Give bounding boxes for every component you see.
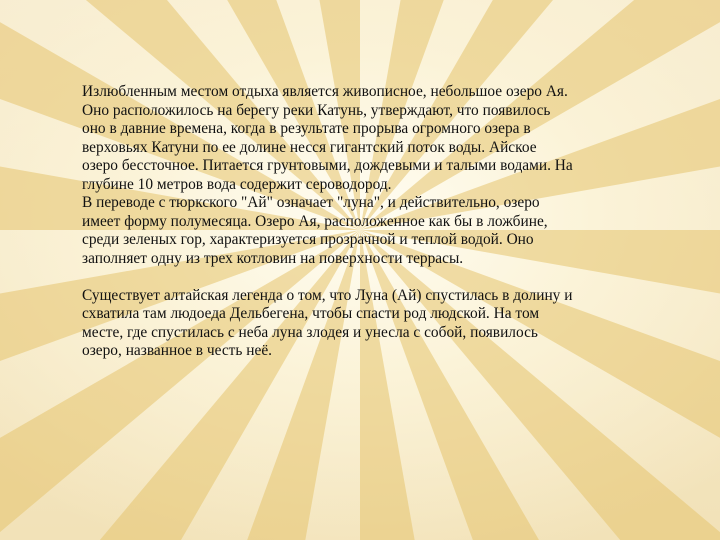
text-line: заполняет одну из трех котловин на поверхности террасы.	[82, 249, 464, 267]
text-line: глубине 10 метров вода содержит сероводород.	[82, 175, 392, 193]
text-line: оно в давние времена, когда в результате прорыва огромного озера в	[82, 120, 531, 137]
text-line: озеро бессточное. Питается грунтовыми, дождевыми и талыми водами. На	[82, 157, 573, 174]
body-text	[82, 83, 672, 361]
text-line: Излюбленным местом отдыха является живописное, небольшое озеро Ая.	[82, 83, 568, 100]
text-line: Существует алтайская легенда о том, что Луна (Ай) спустилась в долину и	[82, 286, 573, 304]
text-line: имеет форму полумесяца. Озеро Ая, расположенное как бы в ложбине,	[82, 212, 548, 230]
text-line: озеро, названное в честь неё.	[82, 342, 273, 359]
text-line: верховьях Катуни по ее долине несся гигантский поток воды. Айское	[82, 138, 537, 156]
text-line: В переводе с тюркского "Ай" означает "луна", и действительно, озеро	[82, 194, 540, 211]
text-line: Оно расположилось на берегу реки Катунь, утверждают, что появилось	[82, 101, 551, 119]
text-line: схватила там людоеда Дельбегена, чтобы спасти род людской. На том	[82, 305, 540, 322]
text-line: среди зеленых гор, характеризуется прозрачной и теплой водой. Оно	[82, 231, 534, 248]
paragraph-gap	[82, 268, 672, 287]
text-line: месте, где спустилась с неба луна злодея и унесла с собой, появилось	[82, 323, 538, 341]
